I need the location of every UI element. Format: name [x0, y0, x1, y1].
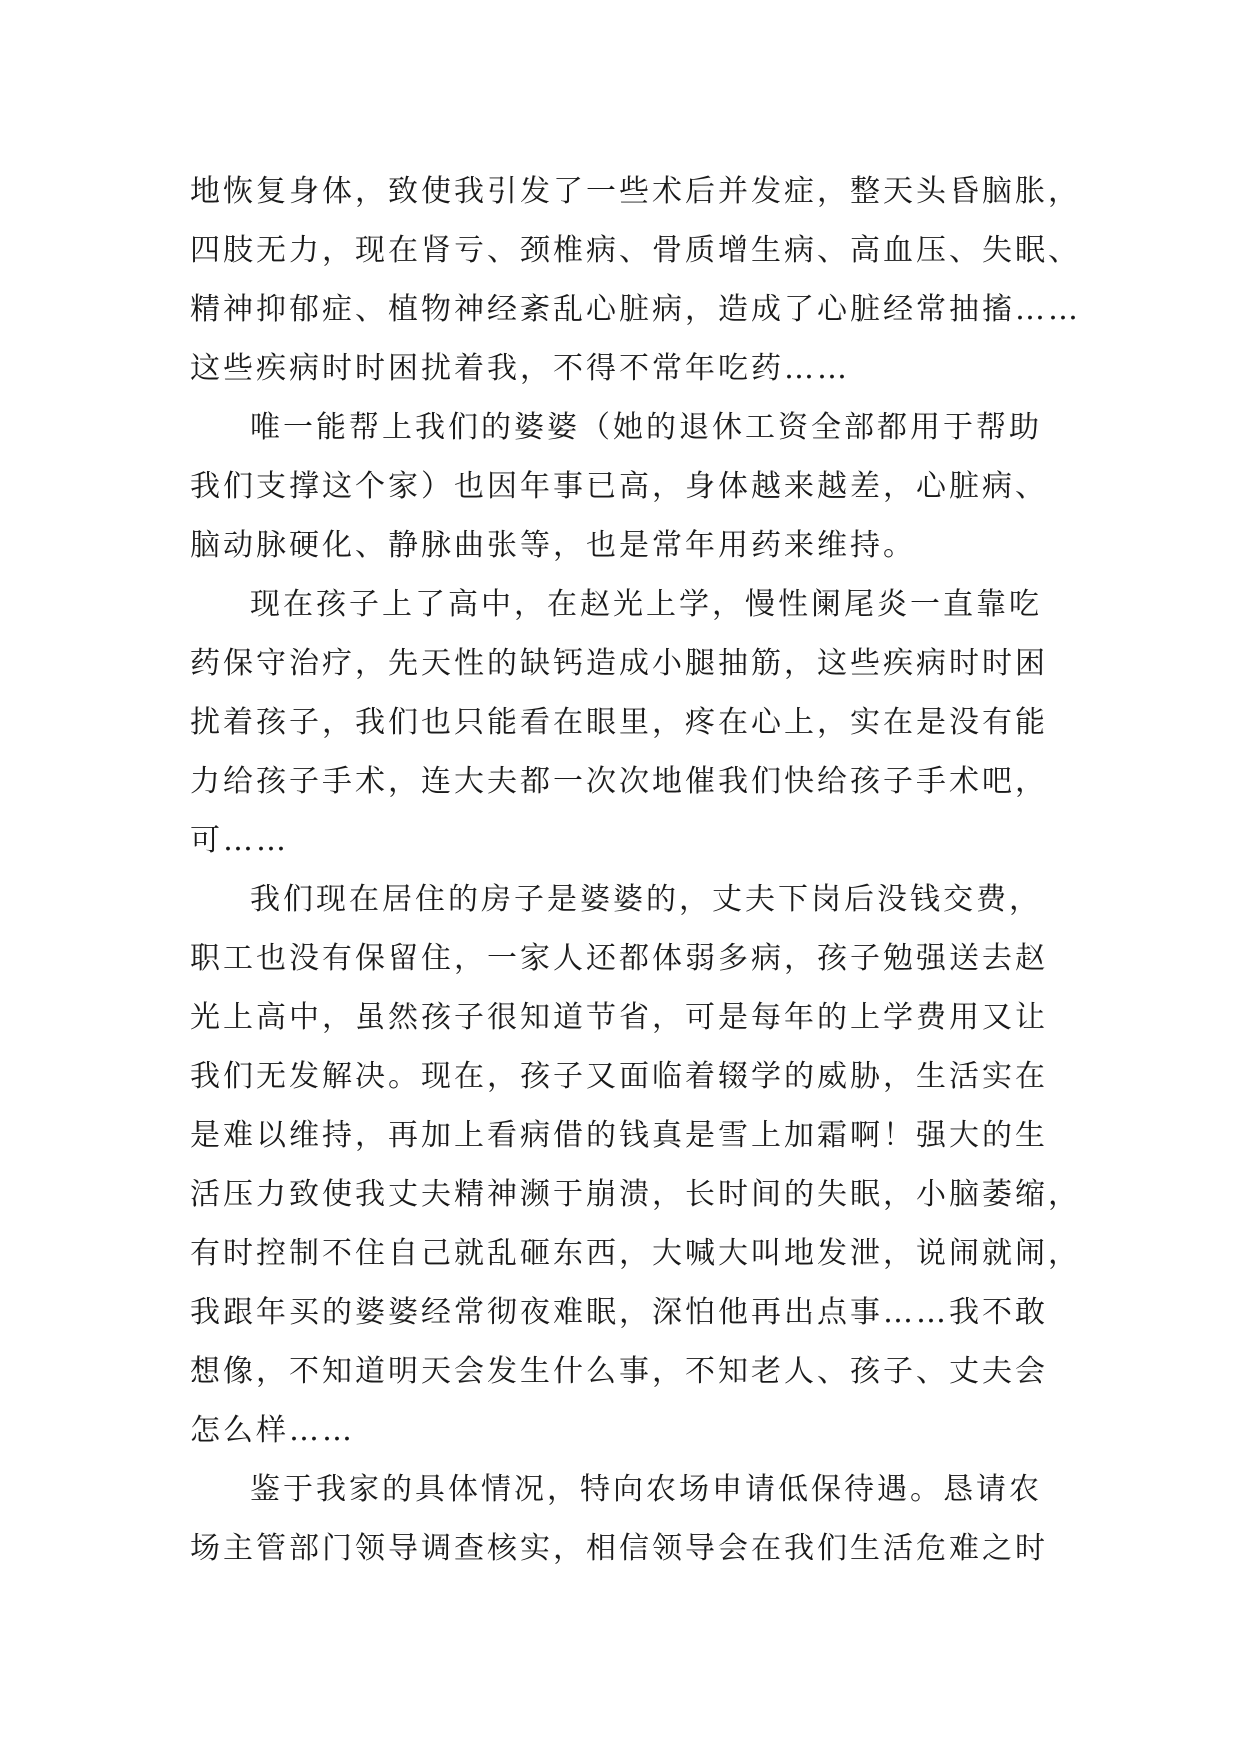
- text-line: 我们无发解决。现在，孩子又面临着辍学的威胁，生活实在: [190, 1059, 1048, 1094]
- text-line: 脑动脉硬化、静脉曲张等，也是常年用药来维持。: [190, 528, 916, 563]
- text-line: 扰着孩子，我们也只能看在眼里，疼在心上，实在是没有能: [190, 705, 1048, 740]
- paragraph-start-line: 我们现在居住的房子是婆婆的，丈夫下岗后没钱交费，: [250, 882, 1042, 917]
- text-line: 怎么样……: [190, 1413, 355, 1448]
- text-line: 这些疾病时时困扰着我，不得不常年吃药……: [190, 351, 850, 386]
- text-line: 地恢复身体，致使我引发了一些术后并发症，整天头昏脑胀，: [190, 174, 1081, 209]
- paragraph-start-line: 现在孩子上了高中，在赵光上学，慢性阑尾炎一直靠吃: [250, 587, 1042, 622]
- text-line: 光上高中，虽然孩子很知道节省，可是每年的上学费用又让: [190, 1000, 1048, 1035]
- text-line: 四肢无力，现在肾亏、颈椎病、骨质增生病、高血压、失眠、: [190, 233, 1081, 268]
- text-line: 活压力致使我丈夫精神濒于崩溃，长时间的失眠，小脑萎缩，: [190, 1177, 1081, 1212]
- paragraph-start-line: 唯一能帮上我们的婆婆（她的退休工资全部都用于帮助: [250, 410, 1042, 445]
- text-line: 想像，不知道明天会发生什么事，不知老人、孩子、丈夫会: [190, 1354, 1048, 1389]
- text-line: 力给孩子手术，连大夫都一次次地催我们快给孩子手术吧，: [190, 764, 1048, 799]
- text-line: 场主管部门领导调查核实，相信领导会在我们生活危难之时: [190, 1531, 1048, 1566]
- text-line: 是难以维持，再加上看病借的钱真是雪上加霜啊！强大的生: [190, 1118, 1048, 1153]
- text-line: 可……: [190, 823, 289, 858]
- text-line: 有时控制不住自己就乱砸东西，大喊大叫地发泄，说闹就闹，: [190, 1236, 1081, 1271]
- letter-body: [190, 162, 1081, 1578]
- text-line: 精神抑郁症、植物神经紊乱心脏病，造成了心脏经常抽搐……: [190, 292, 1081, 327]
- paragraph-start-line: 鉴于我家的具体情况，特向农场申请低保待遇。恳请农: [250, 1472, 1042, 1507]
- text-line: 我跟年买的婆婆经常彻夜难眠，深怕他再出点事……我不敢: [190, 1295, 1048, 1330]
- text-line: 药保守治疗，先天性的缺钙造成小腿抽筋，这些疾病时时困: [190, 646, 1048, 681]
- text-line: 职工也没有保留住，一家人还都体弱多病，孩子勉强送去赵: [190, 941, 1048, 976]
- text-line: 我们支撑这个家）也因年事已高，身体越来越差，心脏病、: [190, 469, 1048, 504]
